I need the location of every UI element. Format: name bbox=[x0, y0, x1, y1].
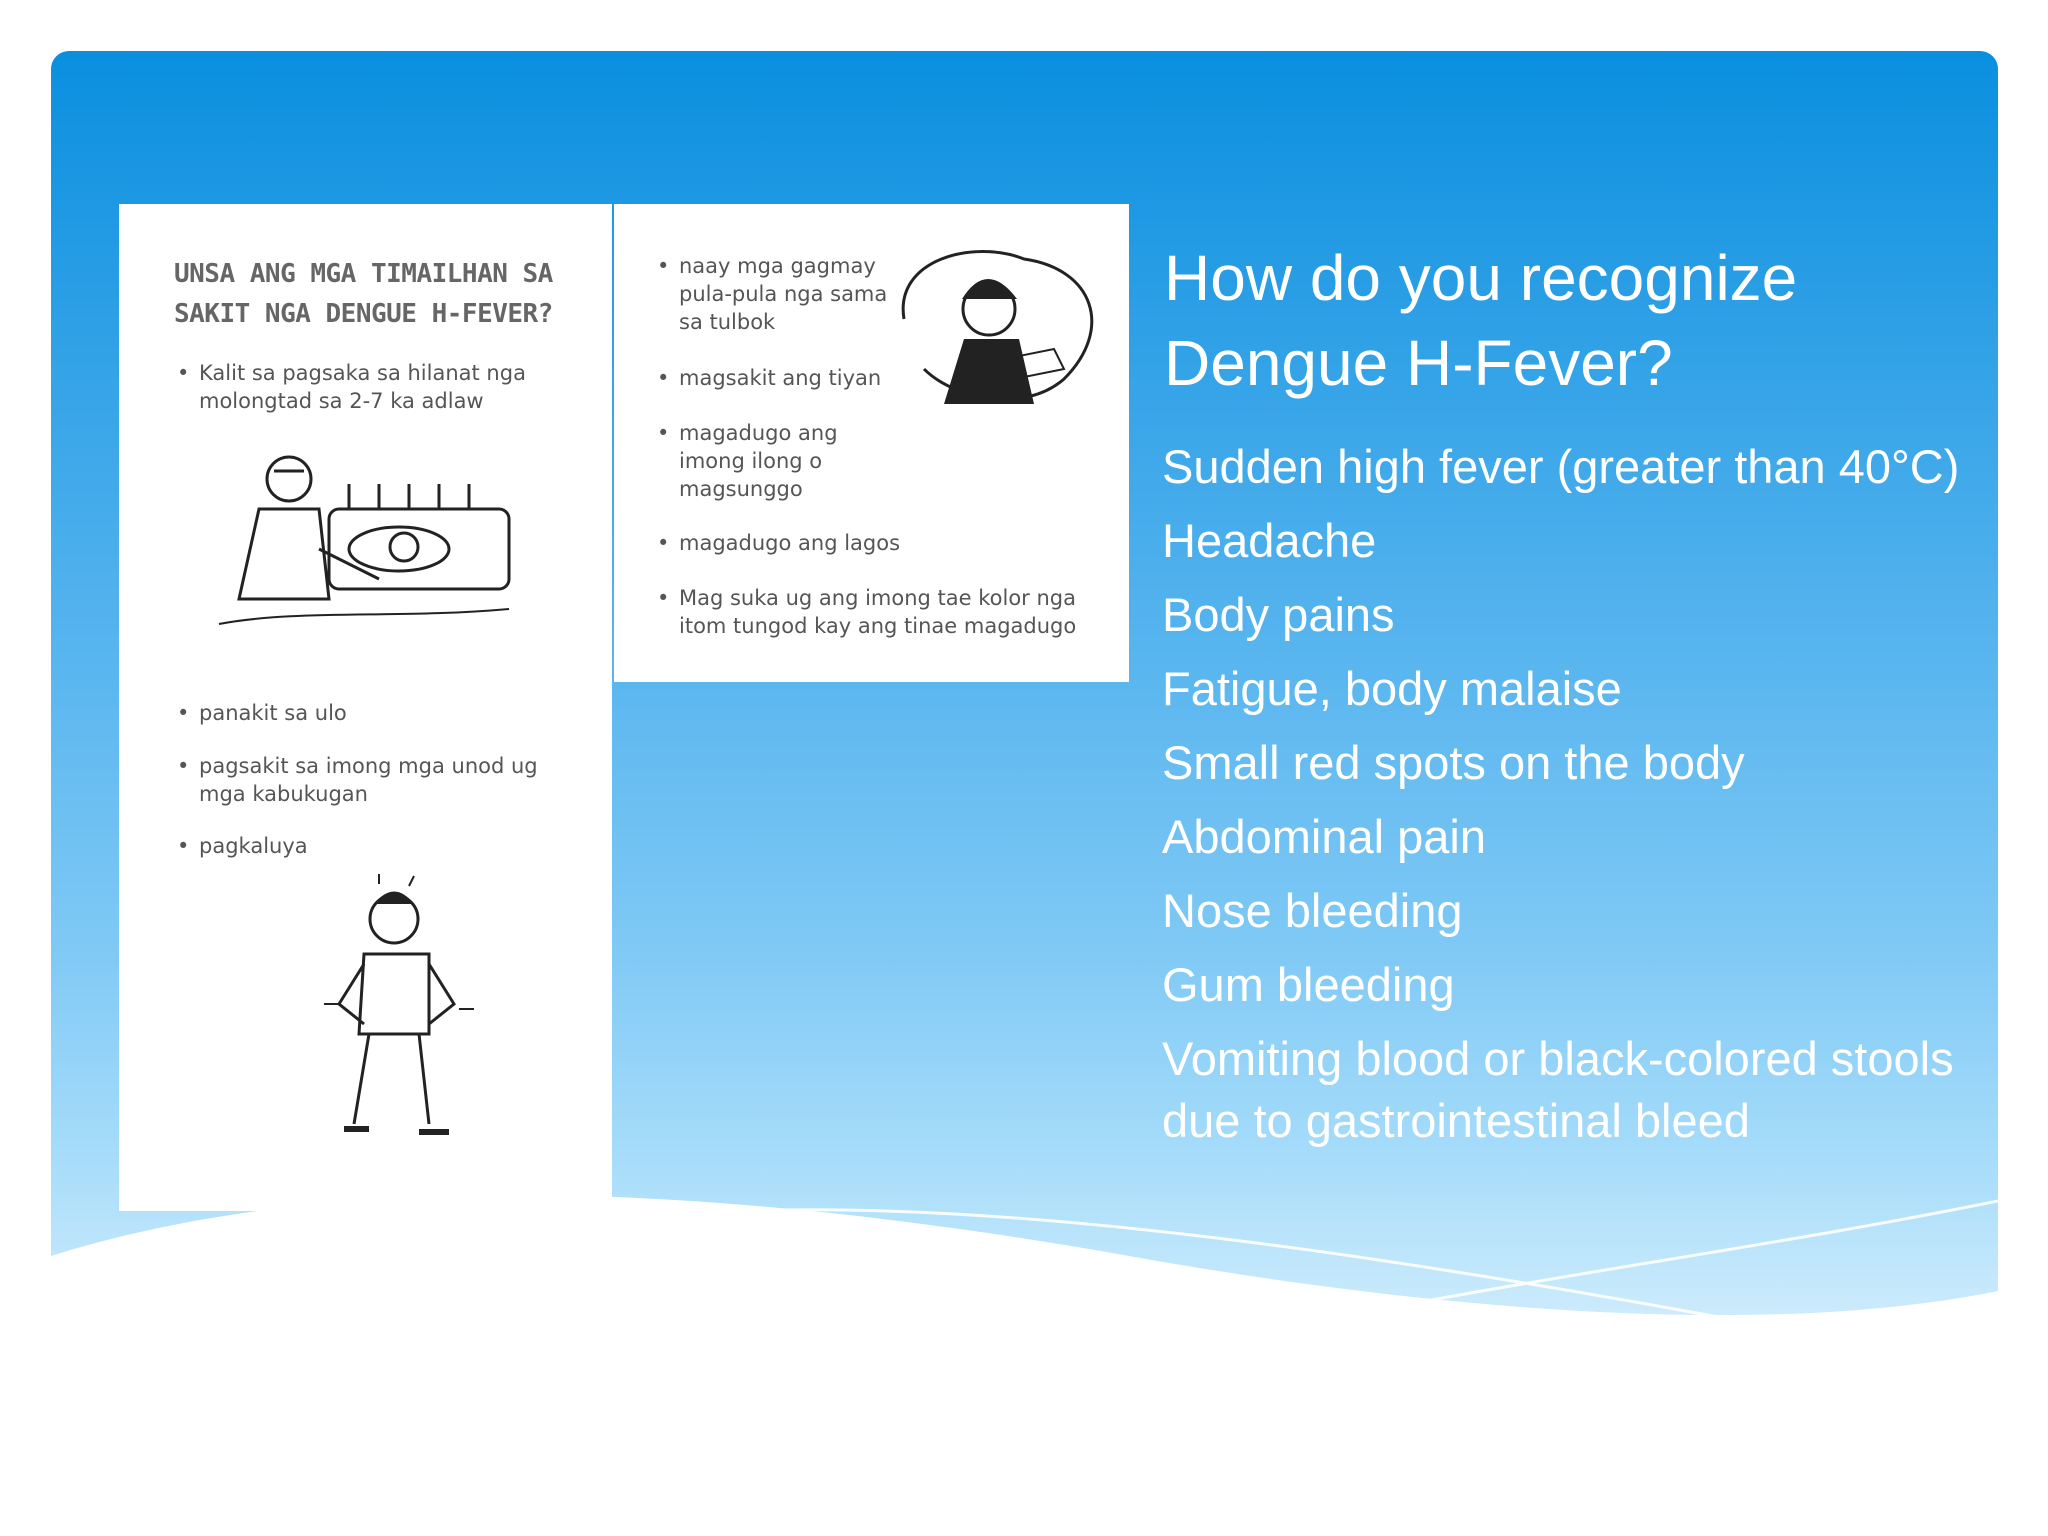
symptom-item: Body pains bbox=[1162, 588, 1395, 641]
symptom-item: Sudden high fever (greater than 40°C) bbox=[1162, 440, 1960, 493]
symptom-item: Abdominal pain bbox=[1162, 810, 1486, 863]
doctor-patient-illustration bbox=[179, 449, 519, 649]
symptom-item: Small red spots on the body bbox=[1162, 736, 1745, 789]
slide-title: How do you recognize Dengue H-Fever? bbox=[1164, 242, 1798, 399]
leaflet-item: • Mag suka ug ang imong tae kolor nga itom tungod kay ang tinae magadugo bbox=[657, 586, 1077, 638]
leaflet-item: • naay mga gagmay pula-pula nga sama sa tulbok bbox=[657, 254, 888, 334]
leaflet-item: • pagsakit sa imong mga unod ug mga kabukugan bbox=[177, 754, 538, 806]
leaflet-item: • magadugo ang lagos bbox=[657, 531, 901, 555]
back-pain-man-illustration bbox=[319, 864, 519, 1164]
symptom-item: Headache bbox=[1162, 514, 1377, 567]
leaflet-heading: UNSA ANG MGA TIMAILHAN SA SAKIT NGA DENGUE H-FEVER? bbox=[174, 259, 553, 329]
symptom-item: Nose bleeding bbox=[1162, 884, 1463, 937]
symptom-list bbox=[1162, 436, 1998, 1164]
symptom-item: Fatigue, body malaise bbox=[1162, 662, 1622, 715]
leaflet-right-panel bbox=[614, 204, 1129, 682]
leaflet-item: • magadugo ang imong ilong o magsunggo bbox=[657, 421, 838, 501]
leaflet-item: • magsakit ang tiyan bbox=[657, 366, 882, 390]
symptom-item: Gum bleeding bbox=[1162, 958, 1455, 1011]
leaflet-item: • panakit sa ulo bbox=[177, 701, 347, 725]
leaflet-item: • pagkaluya bbox=[177, 834, 308, 858]
leaflet-item: • Kalit sa pagsaka sa hilanat nga molongtad sa 2-7 ka adlaw bbox=[177, 361, 526, 413]
sick-woman-illustration bbox=[884, 239, 1114, 419]
symptom-item: Vomiting blood or black-colored stools due to gastrointestinal bleed bbox=[1162, 1032, 1954, 1147]
slide-background bbox=[51, 51, 1998, 1431]
leaflet-left-panel bbox=[119, 204, 612, 1211]
